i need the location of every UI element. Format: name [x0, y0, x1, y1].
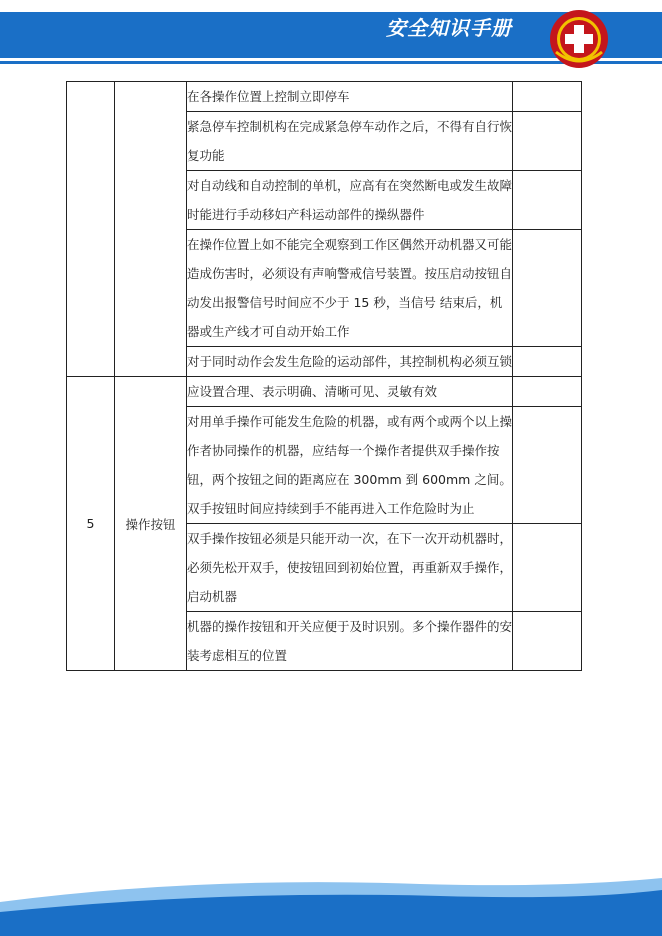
- check-cell: [513, 112, 582, 171]
- requirement-text: 机器的操作按钮和开关应便于及时识别。多个操作器件的安装考虑相互的位置: [187, 612, 513, 671]
- requirement-text: 在各操作位置上控制立即停车: [187, 82, 513, 112]
- red-cross-emblem-icon: [548, 8, 610, 70]
- check-cell: [513, 171, 582, 230]
- requirement-text: 在操作位置上如不能完全观察到工作区偶然开动机器又可能造成伤害时，必须设有声响警戒信号装置。按压启动按钮自动发出报警信号时间应不少于 15 秒，当信号 结束后，机器或生产线才可自动开始工作: [187, 230, 513, 347]
- check-cell: [513, 612, 582, 671]
- safety-requirements-table: [66, 81, 582, 671]
- check-cell: [513, 524, 582, 612]
- category-cell: [115, 82, 187, 377]
- row-number-cell: 5: [67, 377, 115, 671]
- requirement-text: 双手操作按钮必须是只能开动一次，在下一次开动机器时，必须先松开双手，使按钮回到初始位置，再重新双手操作，启动机器: [187, 524, 513, 612]
- page-header-title: 安全知识手册: [386, 16, 512, 40]
- check-cell: [513, 347, 582, 377]
- requirement-text: 对自动线和自动控制的单机，应高有在突然断电或发生故障时能进行手动移妇产科运动部件的操纵器件: [187, 171, 513, 230]
- check-cell: [513, 82, 582, 112]
- check-cell: [513, 230, 582, 347]
- row-number-cell: [67, 82, 115, 377]
- category-cell: 操作按钮: [115, 377, 187, 671]
- header-tab: [616, 12, 662, 58]
- table-row: [67, 82, 582, 112]
- check-cell: [513, 377, 582, 407]
- table-row: [67, 377, 582, 407]
- requirement-text: 紧急停车控制机构在完成紧急停车动作之后，不得有自行恢复功能: [187, 112, 513, 171]
- requirement-text: 对于同时动作会发生危险的运动部件，其控制机构必须互锁: [187, 347, 513, 377]
- check-cell: [513, 407, 582, 524]
- requirement-text: 对用单手操作可能发生危险的机器，或有两个或两个以上操作者协同操作的机器，应结每一个操作者提供双手操作按钮，两个按钮之间的距离应在 300mm 到 600mm 之间。双手按钮时间应持续到手不能再进入工作危险时为止: [187, 407, 513, 524]
- requirement-text: 应设置合理、表示明确、清晰可见、灵敏有效: [187, 377, 513, 407]
- footer-wave-decoration: [0, 862, 662, 936]
